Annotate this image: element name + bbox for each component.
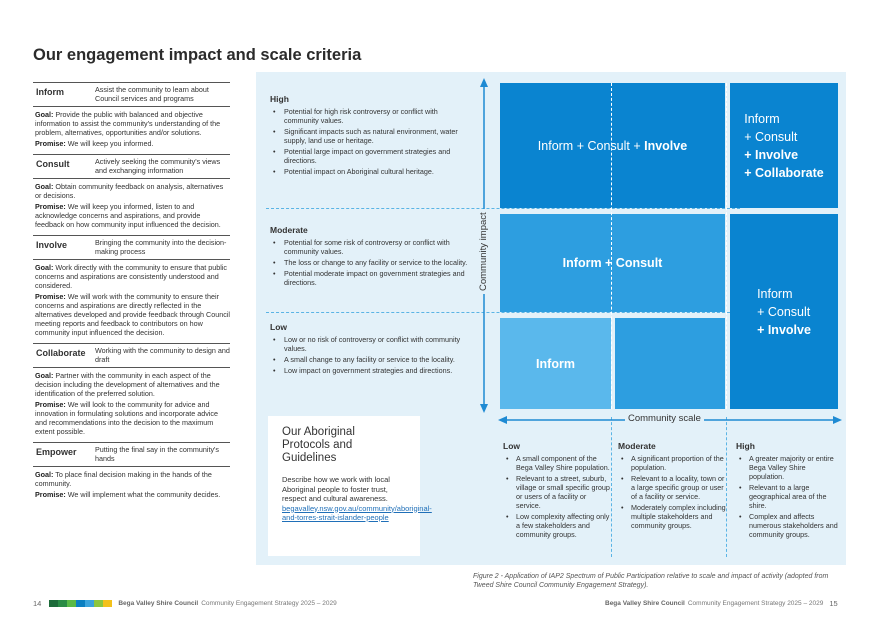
level-goal: Goal: Work directly with the community to ensure that public concerns and aspirations are consistently understood and considered. <box>35 263 228 290</box>
level-consult <box>33 154 230 229</box>
aboriginal-protocols-box <box>268 416 432 556</box>
list-item: • Potential impact on Aboriginal cultural heritage. <box>270 167 470 176</box>
cell-high-impact-moderate-scale: Inform + Consult + Involve <box>500 83 725 208</box>
y-axis-arrow-up <box>480 78 488 87</box>
list-item: • A small component of the Bega Valley Shire population. <box>503 454 613 472</box>
level-inform <box>33 82 230 148</box>
list-item: • Potential large impact on government strategies and directions. <box>270 147 470 165</box>
level-promise: Promise: We will look to the community for advice and innovation in formulating solutions and incorporate advice and recommendations into the decision to the maximum extent possible. <box>35 400 218 436</box>
footer-doc: Community Engagement Strategy 2025 – 2029 <box>201 600 337 607</box>
list-item: • Low impact on government strategies and directions. <box>270 366 470 375</box>
list-item: • A significant proportion of the population. <box>618 454 728 472</box>
level-desc: Working with the community to design and draft <box>95 346 230 364</box>
level-promise: Promise: We will keep you informed, listen to and acknowledge concerns and aspirations, and provide feedback on how community input influenced the decision. <box>35 202 221 229</box>
list-item: • A greater majority or entire Bega Valley Shire population. <box>736 454 841 481</box>
level-name: Empower <box>36 447 77 457</box>
aboriginal-title: Our Aboriginal Protocols and Guidelines <box>282 426 355 464</box>
engagement-levels <box>33 82 230 505</box>
page-number: 14 <box>33 599 42 608</box>
y-axis-arrow-down <box>480 404 488 413</box>
level-name: Involve <box>36 240 68 250</box>
page-number: 15 <box>829 599 838 608</box>
cell-low-impact: Inform <box>500 318 611 409</box>
brand-color-strip <box>49 600 112 607</box>
level-goal: Goal: Provide the public with balanced and objective information to assist the community's understanding of the problem, alternatives, opportunities and/or solutions. <box>35 110 221 137</box>
list-item: • Potential for high risk controversy or conflict with community values. <box>270 107 470 125</box>
scale-heading: High <box>736 441 755 451</box>
footer-org: Bega Valley Shire Council <box>605 600 685 607</box>
level-name: Consult <box>36 159 70 169</box>
level-desc: Assist the community to learn about Council services and programs <box>95 85 209 103</box>
scale-heading: Low <box>503 441 520 451</box>
level-goal: Goal: To place final decision making in the hands of the community. <box>35 470 212 488</box>
level-involve <box>33 235 230 337</box>
list-item: • Potential for some risk of controversy or conflict with community values. <box>270 238 470 256</box>
footer-left <box>33 599 337 608</box>
list-item: • Complex and affects numerous stakeholders and community groups. <box>736 512 841 539</box>
x-axis-label: Community scale <box>625 413 704 424</box>
level-collaborate <box>33 343 230 436</box>
level-promise: Promise: We will keep you informed. <box>35 139 154 148</box>
footer-org: Bega Valley Shire Council <box>118 600 199 607</box>
list-item: • Low complexity affecting only a few stakeholders and community groups. <box>503 512 613 539</box>
list-item: • Low or no risk of controversy or conflict with community values. <box>270 335 470 353</box>
impact-heading: High <box>270 94 289 104</box>
figure-caption: Figure 2 - Application of IAP2 Spectrum of Public Participation relative to scale and impact of activity (adopted from Tweed Shire Council Community Engagement Strategy). <box>473 573 829 589</box>
level-goal: Goal: Obtain community feedback on analysis, alternatives or decisions. <box>35 182 224 200</box>
scale-low <box>503 442 613 541</box>
cell-moderate-impact: Inform + Consult <box>500 214 725 312</box>
list-item: • Relevant to a locality, town or a large specific group or user of a facility or service. <box>618 474 728 501</box>
level-promise: Promise: We will work with the community to ensure their concerns and aspirations are directly reflected in the alternatives developed and provide feedback through Council meeting reports and feedback to contributors on how community input influenced the decision. <box>35 292 230 337</box>
cell-high-impact-high-scale: Inform + Consult + Involve + Collaborate <box>730 83 838 208</box>
page-title: Our engagement impact and scale criteria <box>33 46 362 64</box>
aboriginal-link[interactable]: begavalley.nsw.gov.au/community/aboriginal-and-torres-strait-islander-people <box>282 503 432 522</box>
level-desc: Putting the final say in the community's hands <box>95 445 220 463</box>
scale-high <box>736 442 841 541</box>
scale-moderate <box>618 442 728 532</box>
impact-scale-panel <box>256 72 846 565</box>
level-desc: Bringing the community into the decision-making process <box>95 238 227 256</box>
list-item: • Moderately complex including multiple stakeholders and community groups. <box>618 503 728 530</box>
list-item: • Relevant to a large geographical area of the shire. <box>736 483 841 510</box>
list-item: • Significant impacts such as natural environment, water supply, land use or heritage. <box>270 127 470 145</box>
level-goal: Goal: Partner with the community in each aspect of the decision including the development of alternatives and the identification of the preferred solution. <box>35 371 220 398</box>
x-axis-arrow-right <box>833 416 842 424</box>
aboriginal-body: Describe how we work with local Aboriginal people to foster trust, respect and cultural awareness. <box>282 475 390 503</box>
cell-moderate-impact-high-scale: Inform + Consult + Involve <box>730 214 838 409</box>
footer-doc: Community Engagement Strategy 2025 – 2029 <box>687 600 824 607</box>
x-axis-arrow-left <box>498 416 507 424</box>
scale-heading: Moderate <box>618 441 656 451</box>
level-name: Collaborate <box>36 348 86 358</box>
level-empower <box>33 442 230 499</box>
impact-heading: Moderate <box>270 225 308 235</box>
list-item: • Potential moderate impact on government strategies and directions. <box>270 269 470 287</box>
footer-right <box>605 599 838 608</box>
level-desc: Actively seeking the community's views and exchanging information <box>95 157 221 175</box>
y-axis-label: Community impact <box>478 209 489 294</box>
list-item: • A small change to any facility or service to the locality. <box>270 355 470 364</box>
list-item: • Relevant to a street, suburb, village or small specific group or users of a facility or service. <box>503 474 613 510</box>
level-name: Inform <box>36 87 64 97</box>
level-promise: Promise: We will implement what the community decides. <box>35 490 221 499</box>
impact-heading: Low <box>270 322 287 332</box>
list-item: • The loss or change to any facility or service to the locality. <box>270 258 470 267</box>
